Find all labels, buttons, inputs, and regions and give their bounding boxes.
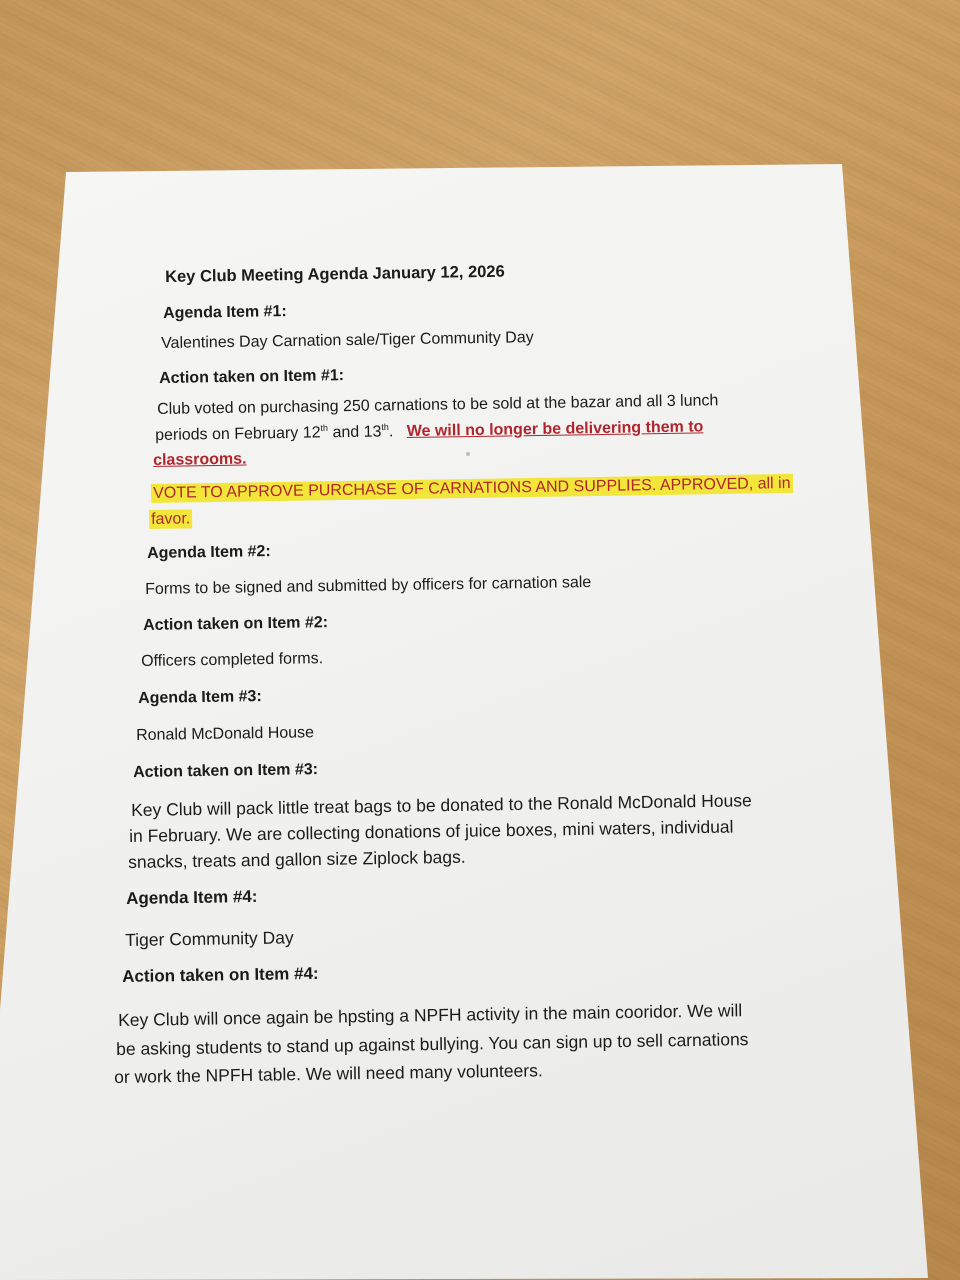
vote-highlight-1: VOTE TO APPROVE PURCHASE OF CARNATIONS AND SUPPLIES. APPROVED, all in <box>151 474 793 503</box>
action-item-1-heading: Action taken on Item #1: <box>159 367 345 387</box>
agenda-item-3-text: Ronald McDonald House <box>136 724 315 744</box>
agenda-item-2-heading: Agenda Item #2: <box>147 543 271 562</box>
action-item-4-line-2: be asking students to stand up against bullying. You can sign up to sell carnations <box>116 1029 749 1059</box>
action-item-1-line-1: Club voted on purchasing 250 carnations to be sold at the bazar and all 3 lunch <box>157 392 719 418</box>
vote-highlight-2: favor. <box>149 509 192 529</box>
action-item-1-dates-prefix: periods on February 12 <box>155 424 321 444</box>
document-title: Key Club Meeting Agenda January 12, 2026 <box>165 262 505 286</box>
action-item-4-line-3: or work the NPFH table. We will need many volunteers. <box>114 1060 543 1087</box>
agenda-item-2-text: Forms to be signed and submitted by officers for carnation sale <box>145 573 592 598</box>
ordinal-suffix-2: th <box>381 421 389 433</box>
ordinal-suffix-1: th <box>320 422 329 434</box>
agenda-item-1-text: Valentines Day Carnation sale/Tiger Community Day <box>161 329 534 352</box>
action-item-4-heading: Action taken on Item #4: <box>122 963 319 986</box>
agenda-item-4-heading: Agenda Item #4: <box>126 886 258 908</box>
action-item-1-line-3 <box>153 451 247 470</box>
agenda-item-1-heading: Agenda Item #1: <box>163 303 287 322</box>
vote-line-1 <box>151 475 793 503</box>
action-item-3-line-3: snacks, treats and gallon size Ziplock bags. <box>128 846 466 872</box>
action-item-1-dates-suffix: . <box>388 423 403 441</box>
action-item-3-line-1: Key Club will pack little treat bags to be donated to the Ronald McDonald House <box>131 790 752 820</box>
vote-line-2 <box>149 510 192 529</box>
action-item-2-text: Officers completed forms. <box>141 650 324 670</box>
action-item-4-line-1: Key Club will once again be hpsting a NPFH activity in the main cooridor. We will <box>118 1000 743 1030</box>
action-item-1-line-2 <box>155 418 703 445</box>
delivery-notice-part-1: We will no longer be delivering them to <box>406 418 704 441</box>
action-item-3-heading: Action taken on Item #3: <box>133 761 319 781</box>
action-item-3-line-2: in February. We are collecting donations of juice boxes, mini waters, individual <box>129 816 734 846</box>
agenda-item-3-heading: Agenda Item #3: <box>138 688 262 707</box>
action-item-1-dates-mid: and 13 <box>327 423 382 442</box>
paper-speck <box>466 452 470 456</box>
agenda-item-4-text: Tiger Community Day <box>125 927 294 950</box>
action-item-2-heading: Action taken on Item #2: <box>143 614 329 634</box>
delivery-notice-part-2: classrooms. <box>153 450 247 469</box>
